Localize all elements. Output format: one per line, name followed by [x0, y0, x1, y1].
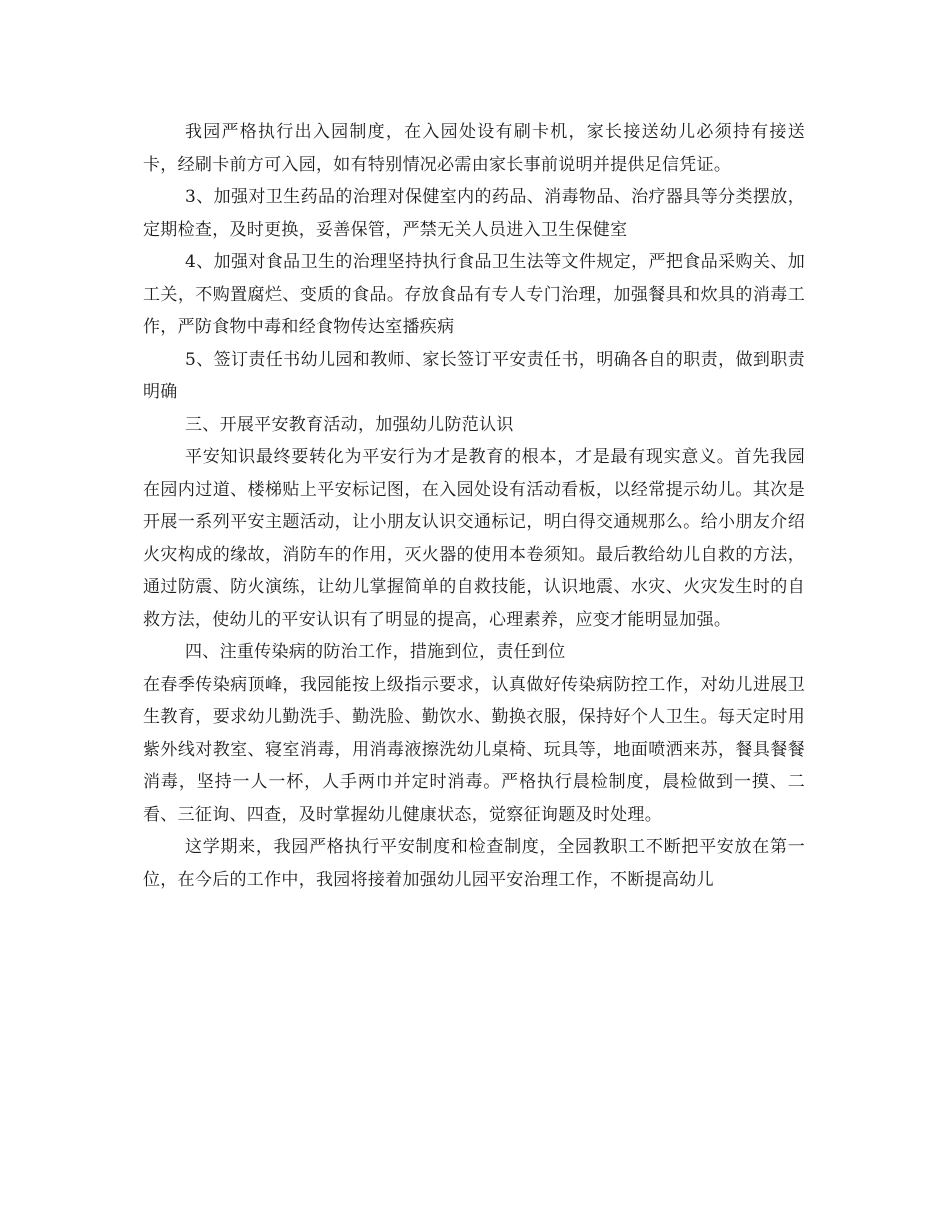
section-heading-4: 四、注重传染病的防治工作，措施到位，责任到位: [184, 642, 566, 662]
paragraph-item-4-food-hygiene: 4、加强对食品卫生的治理坚持执行食品卫生法等文件规定，严把食品采购关、加工关，不购置腐烂、变质的食品。存放食品有专人专门治理，加强餐具和炊具的消毒工作，严防食物中毒和经食物传达室播疾病: [143, 252, 805, 337]
paragraph-item-3-medicine: 3、加强对卫生药品的治理对保健室内的药品、消毒物品、治疗器具等分类摆放，定期检查，及时更换，妥善保管，严禁无关人员进入卫生保健室: [143, 187, 805, 240]
paragraph-conclusion: 这学期来，我园严格执行平安制度和检查制度，全园教职工不断把平安放在第一位，在今后的工作中，我园将接着加强幼儿园平安治理工作，不断提高幼儿: [143, 837, 805, 890]
paragraph-disease-prevention: 在春季传染病顶峰，我园能按上级指示要求，认真做好传染病防控工作，对幼儿进展卫生教育，要求幼儿勤洗手、勤洗脸、勤饮水、勤换衣服，保持好个人卫生。每天定时用紫外线对教室、寝室消毒，用消毒液擦洗幼儿桌椅、玩具等，地面喷洒来苏，餐具餐餐消毒，坚持一人一杯，人手两巾并定时消毒。严格执行晨检制度，晨检做到一摸、二看、三征询、四查，及时掌握幼儿健康状态，觉察征询题及时处理。: [143, 674, 805, 825]
paragraph-entry-rules: 我园严格执行出入园制度，在入园处设有刷卡机，家长接送幼儿必须持有接送卡，经刷卡前方可入园，如有特别情况必需由家长事前说明并提供足信凭证。: [143, 122, 805, 175]
document-body: [143, 116, 805, 896]
paragraph-safety-education: 平安知识最终要转化为平安行为才是教育的根本，才是最有现实意义。首先我园在园内过道、楼梯贴上平安标记图，在入园处设有活动看板，以经常提示幼儿。其次是开展一系列平安主题活动，让小朋友认识交通标记，明白得交通规那么。给小朋友介绍火灾构成的缘故，消防车的作用，灭火器的使用本卷须知。最后教给幼儿自救的方法，通过防震、防火演练，让幼儿掌握简单的自救技能，认识地震、水灾、火灾发生时的自救方法，使幼儿的平安认识有了明显的提高，心理素养，应变才能明显加强。: [143, 447, 805, 630]
paragraph-item-5-responsibility: 5、签订责任书幼儿园和教师、家长签订平安责任书，明确各自的职责，做到职责明确: [143, 349, 805, 402]
section-heading-3: 三、开展平安教育活动，加强幼儿防范认识: [184, 414, 514, 435]
